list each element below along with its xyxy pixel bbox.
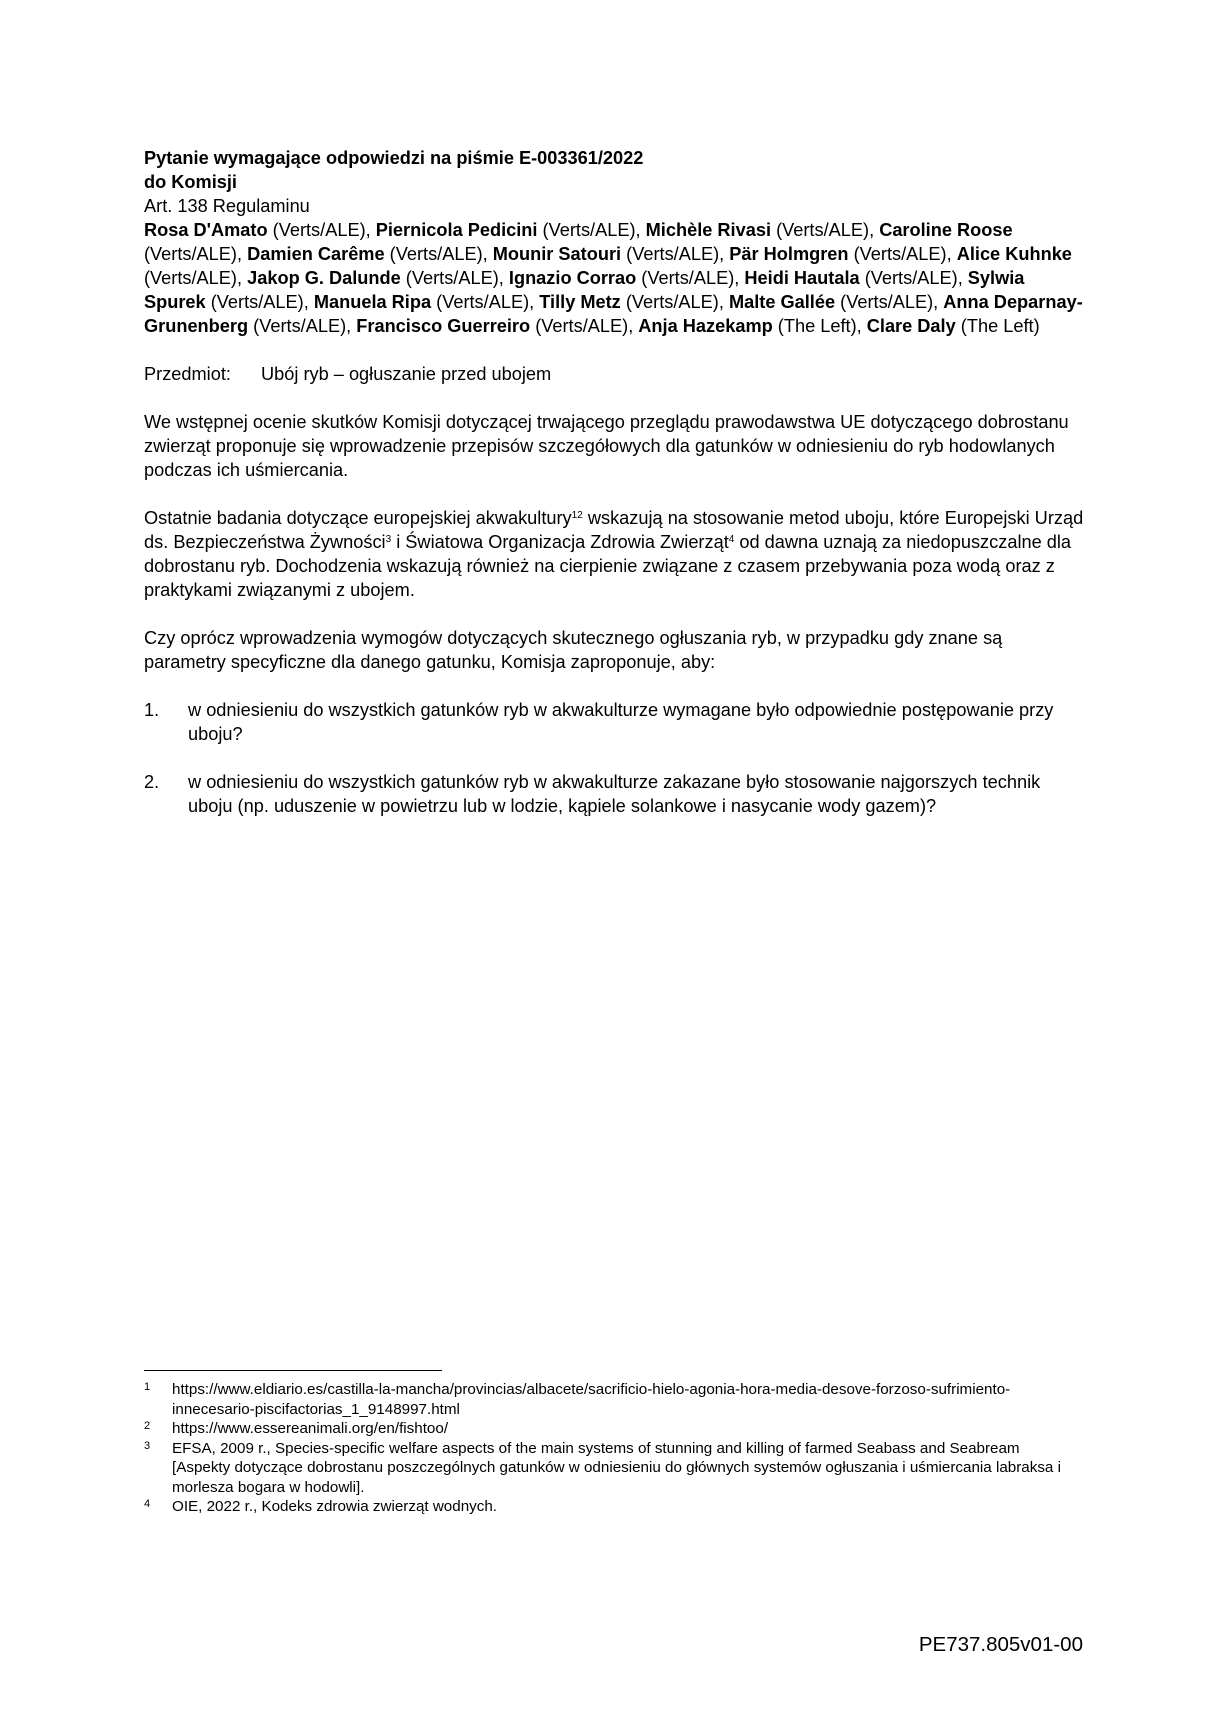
footnote [144,1439,1064,1498]
author-name: Ignazio Corrao [508,268,637,288]
author-group: (Verts/ALE) [641,268,735,288]
author-name: Heidi Hautala [744,268,860,288]
paragraph-research-part-a: Ostatnie badania dotyczące europejskiej akwakultury [144,508,572,528]
author-group: (Verts/ALE) [776,220,870,240]
footnote-number: 3 [144,1439,151,1452]
author-name: Alice Kuhnke [956,244,1072,264]
document-body [144,146,1084,842]
author-separator: , [869,220,880,240]
author-separator: , [734,268,745,288]
author-separator: , [237,268,248,288]
footnote-ref-2[interactable]: 2 [577,510,583,521]
paragraph-research-part-b: wskazują na stosowanie metod uboju, które Europejski Urząd ds. Bezpieczeństwa Żywności [144,508,1084,552]
author-separator: , [303,292,314,312]
subject-text: Ubój ryb – ogłuszanie przed ubojem [261,364,552,384]
list-item [144,770,1084,818]
author-group: (Verts/ALE) [535,316,629,336]
author-separator: , [933,292,944,312]
footnotes [144,1380,1064,1517]
author-name: Sylwia Spurek [144,268,1025,312]
footnote-number: 2 [144,1420,151,1432]
author-separator: , [237,244,248,264]
addressee: do Komisji [144,172,237,192]
subject-label: Przedmiot: [144,364,231,384]
author-name: Anna Deparnay-Grunenberg [144,292,1083,336]
footnote-link[interactable]: https://www.essereanimali.org/en/fishtoo/ [172,1420,449,1437]
author-separator: , [365,220,376,240]
paragraph-research-part-d: od dawna uznają za niedopuszczalne dla dobrostanu ryb. Dochodzenia wskazują również na cierpienie związane z czasem przebywania poza wodą oraz z praktykami związanymi z ubojem. [144,532,1072,600]
author-group: (Verts/ALE) [272,220,366,240]
author-group: (The Left) [960,316,1040,336]
author-separator: , [719,244,730,264]
authors-list [144,218,1084,338]
footnote-separator [144,1370,442,1371]
footnote [144,1419,1064,1439]
author-name: Rosa D'Amato [144,220,268,240]
author-name: Michèle Rivasi [645,220,772,240]
footnote-number: 4 [144,1498,151,1510]
author-group: (Verts/ALE) [405,268,499,288]
author-group: (Verts/ALE) [144,268,237,288]
author-name: Mounir Satouri [492,244,622,264]
paragraph-research [144,506,1084,602]
question-number: 2. [144,772,160,792]
author-group: (Verts/ALE) [389,244,483,264]
author-group: (Verts/ALE) [864,268,958,288]
footnote-text: OIE, 2022 r., Kodeks zdrowia zwierząt wodnych. [172,1498,497,1515]
author-name: Damien Carême [247,244,385,264]
author-separator: , [498,268,509,288]
author-name: Tilly Metz [539,292,621,312]
author-name: Clare Daly [866,316,956,336]
footnote-number: 1 [144,1381,151,1393]
footnote-link[interactable]: https://www.eldiario.es/castilla-la-mancha/provincias/albacete/sacrificio-hielo-agonia-hora-media-desove-forzoso-sufrimiento-innecesario-piscifactorias_1_9148997.html [172,1381,1011,1418]
author-separator: , [628,316,639,336]
author-group: (The Left) [777,316,857,336]
paragraph-research-part-c: i Światowa Organizacja Zdrowia Zwierząt [391,532,729,552]
author-name: Jakop G. Dalunde [247,268,401,288]
author-name: Anja Hazekamp [638,316,773,336]
question-number: 1. [144,700,160,720]
author-group: (Verts/ALE) [840,292,934,312]
author-separator: , [346,316,357,336]
author-name: Malte Gallée [728,292,836,312]
author-separator: , [718,292,729,312]
footnote-ref-3[interactable]: 3 [385,534,392,545]
author-group: (Verts/ALE) [253,316,347,336]
author-group: (Verts/ALE) [210,292,304,312]
footnote [144,1497,1064,1517]
author-group: (Verts/ALE) [626,244,720,264]
author-separator: , [856,316,867,336]
document-reference: PE737.805v01-00 [918,1633,1083,1656]
footnote-ref-1[interactable]: 1 [571,510,578,521]
footnote [144,1380,1064,1419]
author-name: Caroline Roose [879,220,1013,240]
author-group: (Verts/ALE) [144,244,237,264]
rule-reference: Art. 138 Regulaminu [144,196,310,216]
paragraph-question-intro: Czy oprócz wprowadzenia wymogów dotyczących skutecznego ogłuszania ryb, w przypadku gdy znane są parametry specyficzne dla danego gatunku, Komisja zaproponuje, aby: [144,628,1003,672]
author-name: Piernicola Pedicini [375,220,538,240]
question-text: w odniesieniu do wszystkich gatunków ryb w akwakulturze wymagane było odpowiednie postępowanie przy uboju? [188,700,1054,744]
list-item [144,698,1084,746]
author-name: Pär Holmgren [729,244,849,264]
author-separator: , [946,244,957,264]
subject-line [144,362,1084,386]
footnote-text: EFSA, 2009 r., Species-specific welfare aspects of the main systems of stunning and killing of farmed Seabass and Seabream [Aspekty dotyczące dobrostanu poszczególnych gatunków w odniesieniu do głównych systemów ogłuszania i uśmiercania labraksa i morlesza bogara w hodowli]. [172,1439,1061,1496]
author-group: (Verts/ALE) [542,220,636,240]
author-separator: , [529,292,540,312]
paragraph-intro: We wstępnej ocenie skutków Komisji dotyczącej trwającego przeglądu prawodawstwa UE dotyczącego dobrostanu zwierząt proponuje się wprowadzenie przepisów szczegółowych dla gatunków w odniesieniu do ryb hodowlanych podczas ich uśmiercania. [144,412,1069,480]
author-group: (Verts/ALE) [436,292,530,312]
author-separator: , [957,268,968,288]
author-name: Manuela Ripa [313,292,432,312]
question-title: Pytanie wymagające odpowiedzi na piśmie E-003361/2022 [144,148,644,168]
author-separator: , [635,220,646,240]
author-group: (Verts/ALE) [625,292,719,312]
questions-list [144,698,1084,818]
author-separator: , [482,244,493,264]
author-name: Francisco Guerreiro [356,316,531,336]
footnote-ref-4[interactable]: 4 [728,534,735,545]
author-group: (Verts/ALE) [853,244,947,264]
question-text: w odniesieniu do wszystkich gatunków ryb w akwakulturze zakazane było stosowanie najgorszych technik uboju (np. uduszenie w powietrzu lub w lodzie, kąpiele solankowe i nasycanie wody gazem)? [188,772,1041,816]
